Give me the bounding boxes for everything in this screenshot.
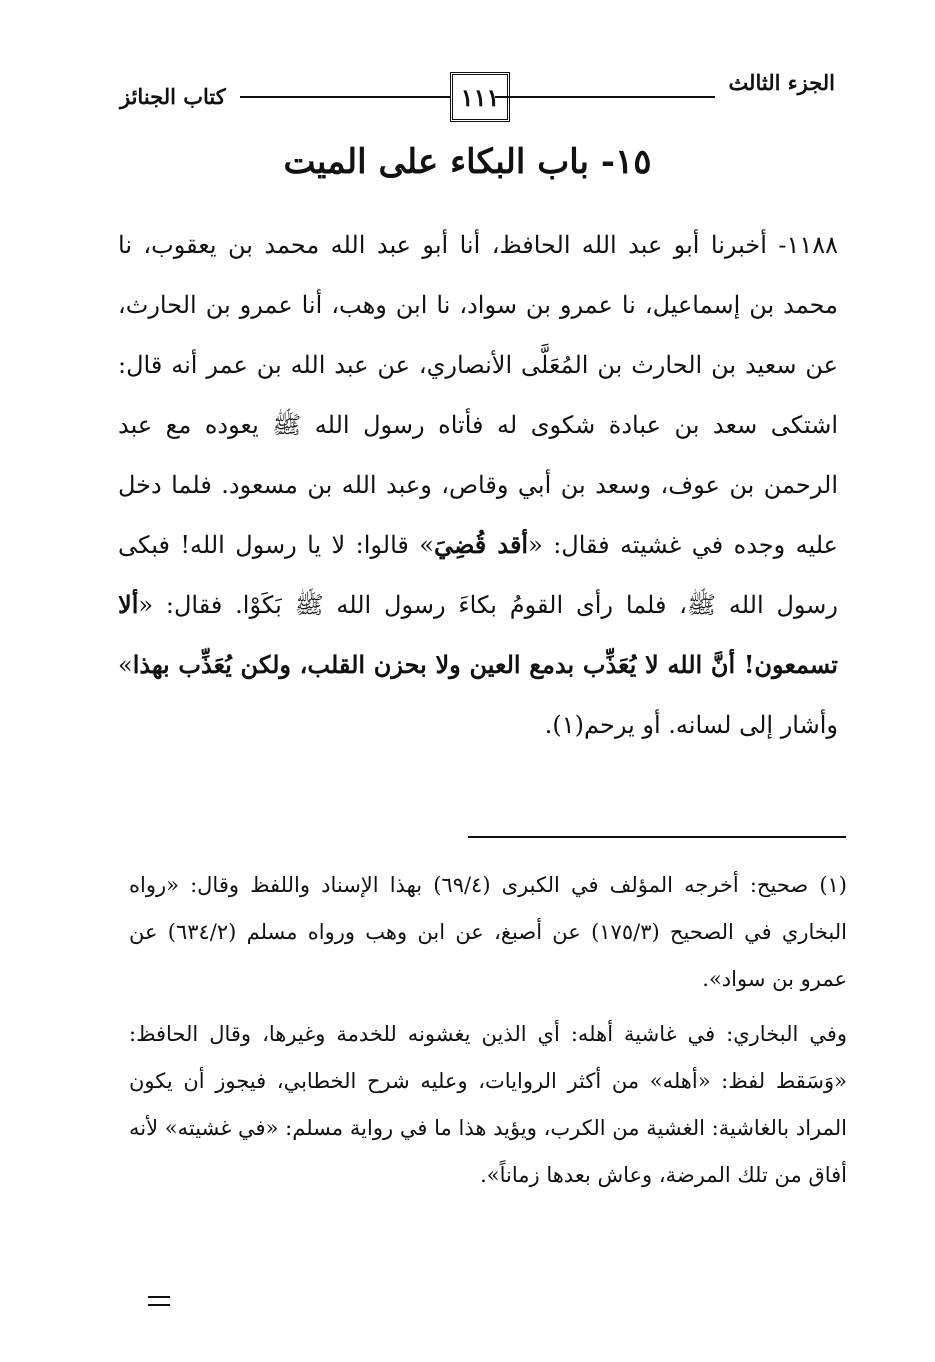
hadith-text-before: ١١٨٨- أخبرنا أبو عبد الله الحافظ، أنا أبو عبد الله محمد بن يعقوب، نا محمد بن إسماعيل، نا عمرو بن سواد، نا ابن وهب، أنا عمرو بن الحارث، عن سعيد بن الحارث بن المُعَلَّى الأنصاري، عن عبد الله بن عمر أنه قال: اشتكى سعد بن عبادة شكوى له فأتاه رسول الله ﷺ يعوده مع عبد الرحمن بن عوف، وسعد بن أبي وقاص، وعبد الله بن مسعود. فلما دخل عليه وجده في غشيته فقال: « xyxy=(118,231,838,559)
hadith-emphasis-2: ألا تسمعون! أنَّ الله لا يُعَذِّب بدمع العين ولا بحزن القلب، ولكن يُعَذِّب بهذا xyxy=(118,590,838,679)
hadith-emphasis-1: أقد قُضِيَ xyxy=(433,530,529,559)
page-end-mark xyxy=(148,1296,170,1312)
footnote xyxy=(129,862,847,1199)
footnote-paragraph-1: (١) صحيح: أخرجه المؤلف في الكبرى (٦٩/٤) بهذا الإسناد واللفظ وقال: «رواه البخاري في الصحيح (١٧٥/٣) عن أصبغ، عن ابن وهب ورواه مسلم (٦٣٤/٢) عن عمرو بن سواد». xyxy=(129,873,847,991)
footnote-separator xyxy=(468,836,846,838)
header-rule-right xyxy=(495,96,715,98)
header-rule-left xyxy=(240,96,450,98)
volume-label: الجزء الثالث xyxy=(728,70,835,95)
hadith-text xyxy=(118,215,838,755)
running-header xyxy=(120,62,835,122)
hadith-text-after: » وأشار إلى لسانه. أو يرحم(١). xyxy=(118,651,838,739)
footnote-paragraph-2: وفي البخاري: في غاشية أهله: أي الذين يغشونه للخدمة وغيرها، وقال الحافظ: «وَسَقط لفظ: «أهله» من أكثر الروايات، وعليه شرح الخطابي، فيجوز أن يكون المراد بالغاشية: الغشية من الكرب، ويؤيد هذا ما في رواية مسلم: «في غشيته» لأنه أفاق من تلك المرضة، وعاش بعدها زماناً». xyxy=(129,1022,847,1187)
page-number: ١١١ xyxy=(450,72,510,122)
hadith-text-middle: » قالوا: لا يا رسول الله! فبكى رسول الله ﷺ، فلما رأى القومُ بكاءَ رسول الله ﷺ بَكَوْا. فقال: « xyxy=(118,531,838,619)
book-title: كتاب الجنائز xyxy=(120,84,226,109)
hadith-paragraph xyxy=(118,215,838,755)
chapter-title: ١٥- باب البكاء على الميت xyxy=(283,142,652,182)
